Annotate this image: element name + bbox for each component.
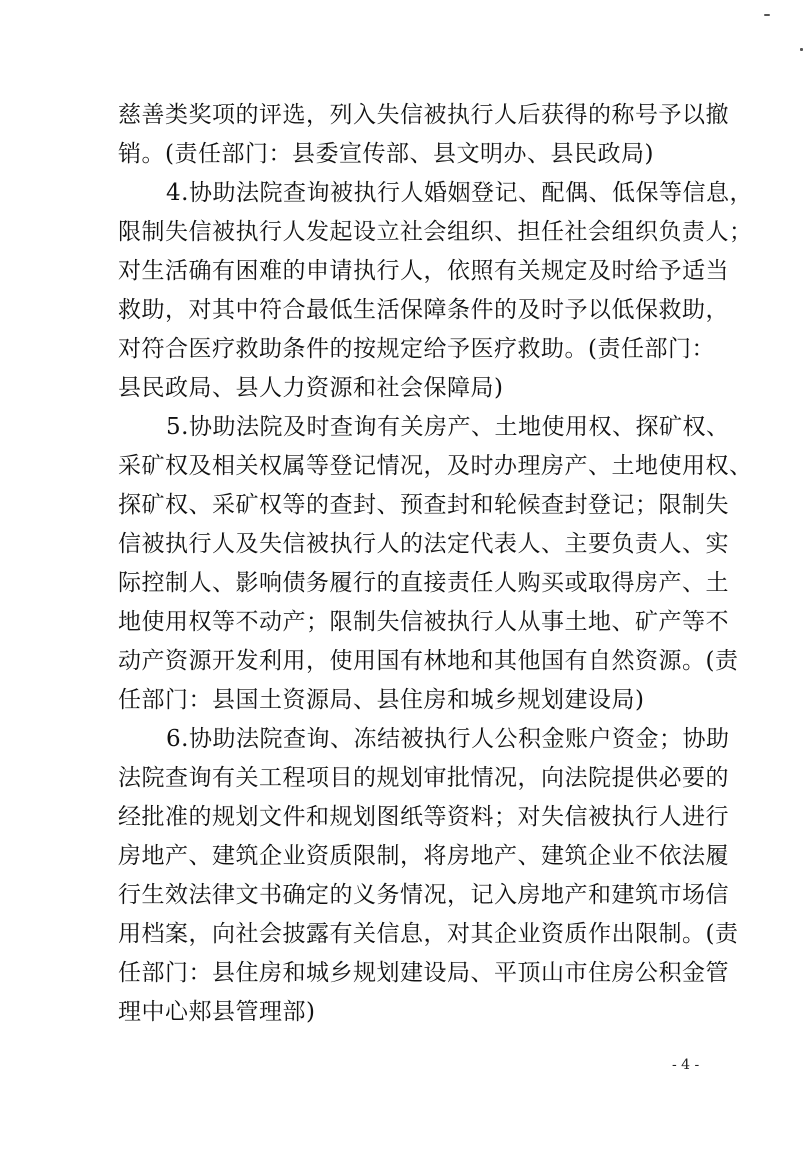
text-line-18: 法院查询有关工程项目的规划审批情况，向法院提供必要的 [118, 765, 729, 791]
text-line-15: 动产资源开发利用，使用国有林地和其他国有自然资源。(责 [118, 648, 739, 674]
text-line-5: 对生活确有困难的申请执行人，依照有关规定及时给予适当 [118, 258, 729, 284]
text-line-4: 限制失信被执行人发起设立社会组织、担任社会组织负责人； [118, 219, 753, 245]
text-line-23: 任部门：县住房和城乡规划建设局、平顶山市住房公积金管 [118, 960, 729, 986]
text-line-16: 任部门：县国土资源局、县住房和城乡规划建设局) [118, 687, 645, 713]
text-line-14: 地使用权等不动产；限制失信被执行人从事土地、矿产等不 [118, 609, 729, 635]
text-line-17: 6.协助法院查询、冻结被执行人公积金账户资金；协助 [166, 726, 730, 752]
text-line-2: 销。(责任部门：县委宣传部、县文明办、县民政局) [118, 141, 654, 167]
page-number: - 4 - [672, 1057, 700, 1073]
text-line-12: 信被执行人及失信被执行人的法定代表人、主要负责人、实 [118, 531, 729, 557]
text-line-22: 用档案，向社会披露有关信息，对其企业资质作出限制。(责 [118, 921, 739, 947]
text-line-21: 行生效法律文书确定的义务情况，记入房地产和建筑市场信 [118, 882, 729, 908]
text-line-1: 慈善类奖项的评选，列入失信被执行人后获得的称号予以撤 [118, 102, 729, 128]
text-line-10: 采矿权及相关权属等登记情况，及时办理房产、土地使用权、 [118, 453, 753, 479]
text-line-20: 房地产、建筑企业资质限制，将房地产、建筑企业不依法履 [118, 843, 729, 869]
scan-speck [800, 48, 803, 51]
text-line-6: 救助，对其中符合最低生活保障条件的及时予以低保救助， [118, 297, 729, 323]
text-line-8: 县民政局、县人力资源和社会保障局) [118, 375, 504, 401]
text-line-11: 探矿权、采矿权等的查封、预查封和轮候查封登记；限制失 [118, 492, 729, 518]
text-line-3: 4.协助法院查询被执行人婚姻登记、配偶、低保等信息， [166, 180, 753, 206]
text-line-13: 际控制人、影响债务履行的直接责任人购买或取得房产、土 [118, 570, 729, 596]
scan-speck [764, 14, 770, 16]
text-line-7: 对符合医疗救助条件的按规定给予医疗救助。(责任部门： [118, 336, 715, 362]
text-line-9: 5.协助法院及时查询有关房产、土地使用权、探矿权、 [166, 414, 730, 440]
text-line-19: 经批准的规划文件和规划图纸等资料；对失信被执行人进行 [118, 804, 729, 830]
text-line-24: 理中心郏县管理部) [118, 999, 316, 1025]
